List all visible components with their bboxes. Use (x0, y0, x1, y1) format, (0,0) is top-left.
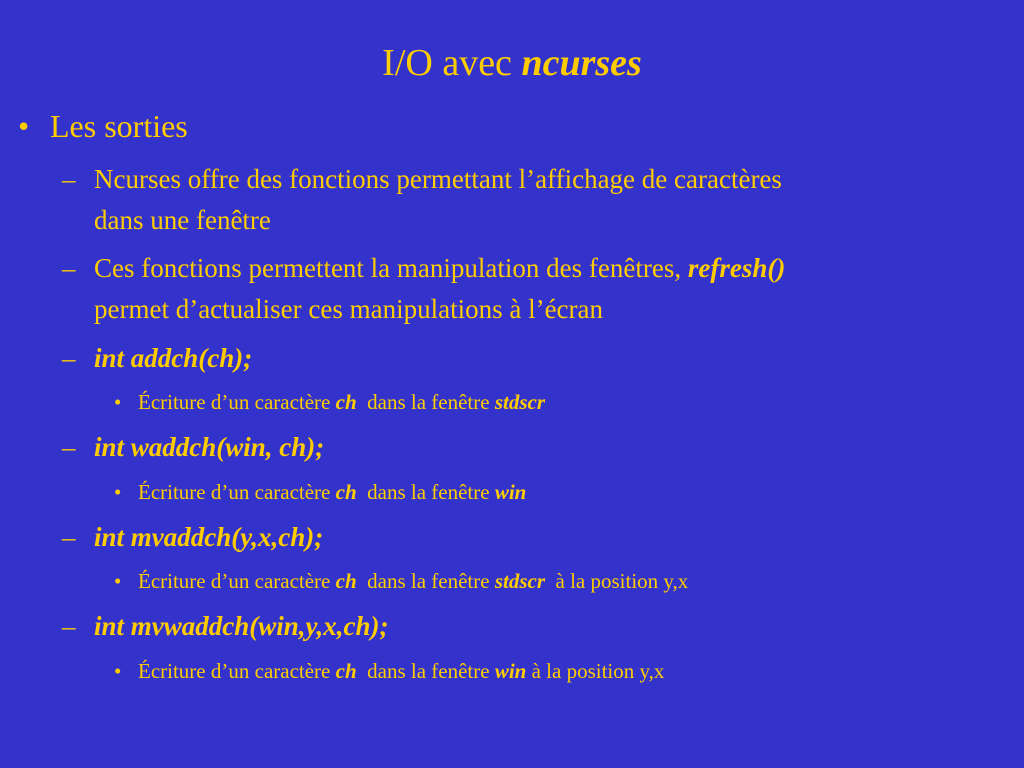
bullet-marker: • (18, 108, 30, 144)
desc-middle: dans la fenêtre (356, 569, 495, 593)
dash-marker: – (62, 253, 76, 283)
desc-window: win (494, 659, 527, 683)
subitem-line2: dans une fenêtre (94, 205, 271, 235)
title-emphasis: ncurses (521, 42, 642, 84)
dash-marker: – (62, 164, 76, 194)
bullet-marker: • (114, 390, 122, 414)
bullet-marker: • (114, 659, 122, 683)
desc-prefix: Écriture d’un caractère (138, 569, 336, 593)
dash-marker: – (62, 522, 76, 552)
desc-suffix: à la position y,x (526, 659, 665, 683)
subitem-line1: Ncurses offre des fonctions permettant l’affichage de caractères (94, 164, 782, 194)
desc-prefix: Écriture d’un caractère (138, 390, 336, 414)
desc-middle: dans la fenêtre (356, 659, 495, 683)
dash-marker: – (62, 343, 76, 373)
desc-suffix: à la position y,x (545, 569, 689, 593)
desc-text (138, 658, 664, 684)
bullet-text: Les sorties (50, 108, 188, 144)
desc-window: win (494, 480, 527, 504)
desc-prefix: Écriture d’un caractère (138, 480, 336, 504)
desc-ch: ch (335, 659, 357, 683)
desc-middle: dans la fenêtre (356, 480, 495, 504)
function-signature: int waddch(win, ch); (94, 432, 325, 462)
subitem-line1-text: Ces fonctions permettent la manipulation des fenêtres, (94, 253, 688, 283)
desc-window: stdscr (494, 390, 545, 414)
desc-middle: dans la fenêtre (356, 390, 495, 414)
bullet-marker: • (114, 480, 122, 504)
desc-window: stdscr (494, 569, 545, 593)
title-text: I/O avec (382, 42, 522, 84)
function-signature: int mvaddch(y,x,ch); (94, 522, 324, 552)
slide-title (0, 40, 1024, 86)
desc-ch: ch (335, 480, 357, 504)
dash-marker: – (62, 611, 76, 641)
desc-text (138, 389, 545, 415)
desc-ch: ch (335, 569, 357, 593)
refresh-code: refresh() (687, 253, 786, 283)
bullet-marker: • (114, 569, 122, 593)
dash-marker: – (62, 432, 76, 462)
desc-text (138, 479, 526, 505)
subitem-line1 (94, 248, 785, 289)
desc-ch: ch (335, 390, 357, 414)
function-signature: int addch(ch); (94, 343, 253, 373)
function-signature: int mvwaddch(win,y,x,ch); (94, 611, 389, 641)
desc-text (138, 568, 688, 594)
subitem-line2: permet d’actualiser ces manipulations à l’écran (94, 294, 604, 324)
desc-prefix: Écriture d’un caractère (138, 659, 336, 683)
